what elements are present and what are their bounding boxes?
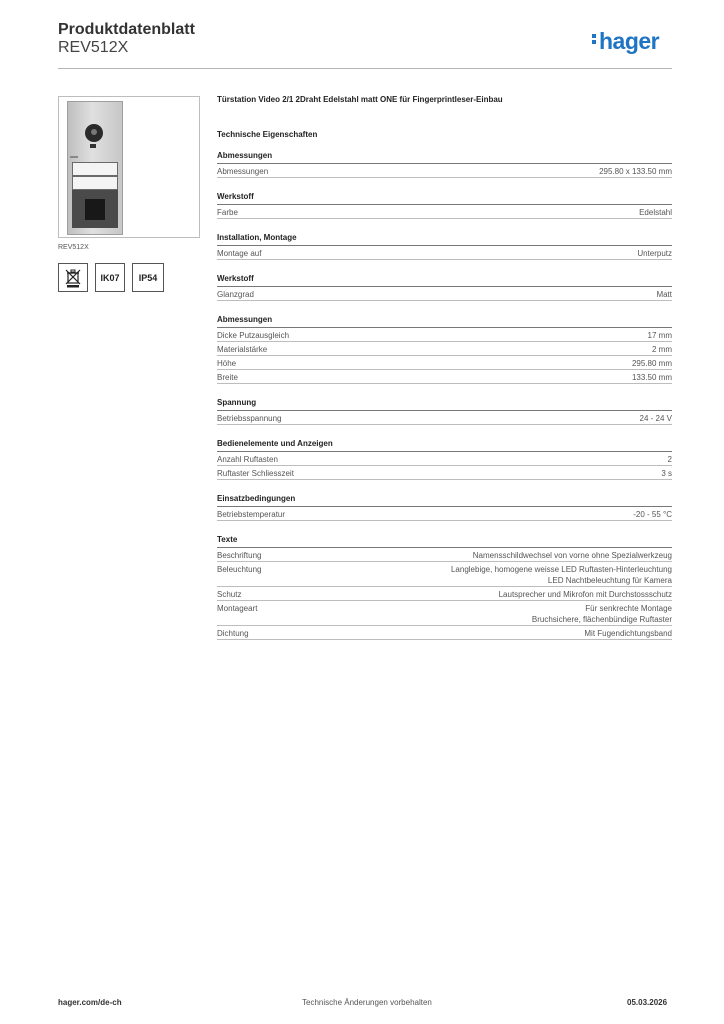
spec-group-title: Spannung — [217, 397, 672, 411]
call-button-2-icon — [72, 176, 118, 190]
spec-value: Für senkrechte Montage Bruchsichere, flächenbündige Ruftaster — [531, 604, 672, 624]
spec-group — [217, 232, 672, 260]
spec-group — [217, 273, 672, 301]
spec-group — [217, 534, 672, 640]
spec-value: Namensschildwechsel von vorne ohne Spezialwerkzeug — [472, 551, 672, 560]
spec-value: Unterputz — [637, 249, 672, 258]
spec-group — [217, 493, 672, 521]
door-station-panel — [67, 101, 123, 235]
header-divider — [58, 68, 672, 69]
spec-label: Glanzgrad — [217, 290, 254, 299]
spec-value: Langlebige, homogene weisse LED Ruftasten-Hinterleuchtung LED Nachtbeleuchtung für Kamera — [450, 565, 672, 585]
spec-value: 295.80 mm — [631, 359, 672, 368]
spec-group-title: Abmessungen — [217, 150, 672, 164]
spec-row — [217, 548, 672, 562]
product-title: Türstation Video 2/1 2Draht Edelstahl matt ONE für Fingerprintleser-Einbau — [217, 95, 503, 104]
spec-group-title: Installation, Montage — [217, 232, 672, 246]
spec-label: Abmessungen — [217, 167, 269, 176]
logo-text: hager — [599, 28, 660, 54]
spec-label: Ruftaster Schliesszeit — [217, 469, 294, 478]
spec-group — [217, 397, 672, 425]
spec-label: Farbe — [217, 208, 238, 217]
spec-label: Beleuchtung — [217, 565, 262, 574]
footer-note: Technische Änderungen vorbehalten — [302, 998, 432, 1007]
footer-website: hager.com/de-ch — [58, 998, 122, 1007]
spec-value: 17 mm — [647, 331, 672, 340]
spec-value: 24 - 24 V — [639, 414, 672, 423]
spec-row — [217, 452, 672, 466]
spec-row — [217, 587, 672, 601]
spec-value: 3 s — [661, 469, 672, 478]
spec-label: Betriebstemperatur — [217, 510, 286, 519]
spec-row — [217, 601, 672, 626]
spec-row — [217, 356, 672, 370]
logo-dots-icon — [592, 34, 597, 46]
call-button-1-icon — [72, 162, 118, 176]
spec-label: Schutz — [217, 590, 242, 599]
spec-row — [217, 287, 672, 301]
spec-label: Materialstärke — [217, 345, 268, 354]
spec-groups — [217, 150, 672, 640]
spec-group — [217, 314, 672, 384]
spec-row — [217, 342, 672, 356]
spec-row — [217, 205, 672, 219]
spec-label: Montage auf — [217, 249, 262, 258]
specifications — [217, 94, 672, 640]
spec-label: Beschriftung — [217, 551, 262, 560]
spec-row — [217, 411, 672, 425]
spec-value: Edelstahl — [639, 208, 672, 217]
spec-row — [217, 562, 672, 587]
spec-label: Dichtung — [217, 629, 249, 638]
spec-group-title: Abmessungen — [217, 314, 672, 328]
image-caption: REV512X — [58, 244, 89, 251]
spec-group — [217, 438, 672, 480]
section-title: Technische Eigenschaften — [217, 130, 318, 139]
hager-logo — [592, 28, 659, 55]
camera-icon — [85, 124, 103, 142]
spec-value: Lautsprecher und Mikrofon mit Durchstossschutz — [498, 590, 672, 599]
spec-value: 295.80 x 133.50 mm — [599, 167, 672, 176]
spec-row — [217, 507, 672, 521]
spec-label: Betriebsspannung — [217, 414, 282, 423]
spec-row — [217, 370, 672, 384]
spec-value: 2 — [667, 455, 672, 464]
spec-label: Anzahl Ruftasten — [217, 455, 278, 464]
spec-row — [217, 328, 672, 342]
spec-value: 133.50 mm — [631, 373, 672, 382]
spec-label: Höhe — [217, 359, 237, 368]
spec-group-title: Bedienelemente und Anzeigen — [217, 438, 672, 452]
spec-group — [217, 191, 672, 219]
microphone-icon — [70, 156, 78, 158]
fingerprint-module-icon — [72, 190, 118, 228]
spec-group — [217, 150, 672, 178]
weee-crossed-bin-icon — [58, 263, 88, 292]
spec-row — [217, 246, 672, 260]
spec-value: Mit Fugendichtungsband — [584, 629, 672, 638]
spec-group-title: Werkstoff — [217, 191, 672, 205]
footer-date: 05.03.2026 — [627, 998, 668, 1007]
ik-rating-badge: IK07 — [95, 263, 125, 292]
camera-light-icon — [90, 144, 96, 148]
spec-value: 2 mm — [652, 345, 672, 354]
spec-label: Montageart — [217, 604, 258, 613]
page-title: Produktdatenblatt — [58, 21, 195, 38]
spec-row — [217, 626, 672, 640]
ip-rating-badge: IP54 — [132, 263, 164, 292]
spec-row — [217, 466, 672, 480]
spec-label: Dicke Putzausgleich — [217, 331, 290, 340]
spec-value: Matt — [656, 290, 672, 299]
spec-group-title: Einsatzbedingungen — [217, 493, 672, 507]
product-image — [58, 96, 200, 238]
spec-row — [217, 164, 672, 178]
spec-value: -20 - 55 °C — [633, 510, 672, 519]
product-code: REV512X — [58, 39, 129, 56]
spec-group-title: Texte — [217, 534, 672, 548]
spec-group-title: Werkstoff — [217, 273, 672, 287]
spec-label: Breite — [217, 373, 238, 382]
